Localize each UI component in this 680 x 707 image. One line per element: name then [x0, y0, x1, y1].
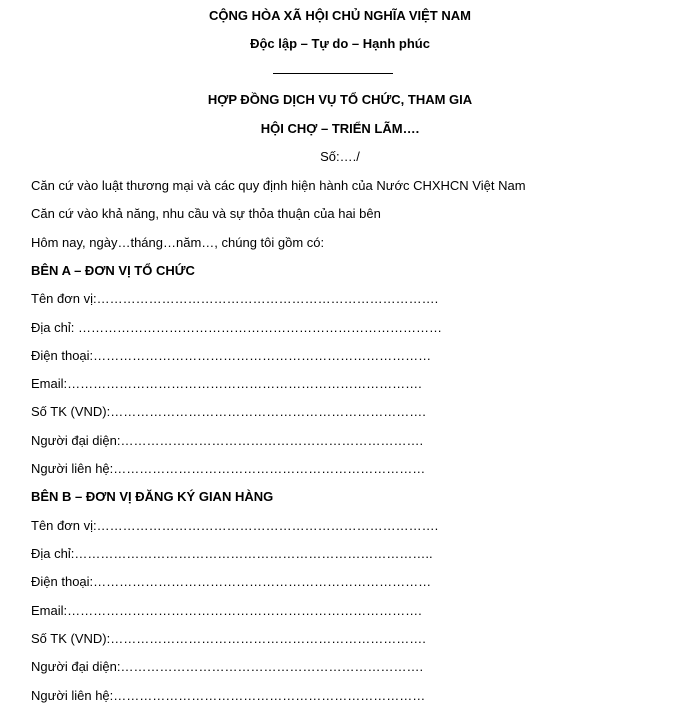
party-a-field: Tên đơn vị:…………………………………………………………………….	[31, 291, 439, 306]
party-b-field: Tên đơn vị:…………………………………………………………………….	[31, 518, 439, 533]
country-name: CỘNG HÒA XÃ HỘI CHỦ NGHĨA VIỆT NAM	[209, 8, 471, 23]
party-a-field: Người liên hệ:………………………………………………………………	[31, 461, 426, 476]
preamble-line: Căn cứ vào luật thương mại và các quy định hiện hành của Nước CHXHCN Việt Nam	[31, 178, 526, 193]
contract-title-line1: HỢP ĐỒNG DỊCH VỤ TỔ CHỨC, THAM GIA	[207, 92, 473, 107]
motto: Độc lập – Tự do – Hạnh phúc	[250, 36, 430, 51]
party-b-field: Điện thoại:……………………………………………………………………	[31, 574, 432, 589]
preamble-line: Căn cứ vào khả năng, nhu cầu và sự thỏa thuận của hai bên	[31, 206, 381, 221]
party-b-field: Email:……………………………………………………………………….	[31, 603, 422, 618]
party-b-field: Địa chỉ:………………………………………………………………………..	[31, 546, 433, 561]
party-b-heading: BÊN B – ĐƠN VỊ ĐĂNG KÝ GIAN HÀNG	[31, 489, 274, 504]
party-a-field: Điện thoại:……………………………………………………………………	[31, 348, 432, 363]
contract-title-line2: HỘI CHỢ – TRIỂN LÃM….	[260, 121, 420, 136]
party-b-field: Người đại diện:…………………………………………………………….	[31, 659, 424, 674]
party-a-field: Số TK (VND):……………………………………………………………….	[31, 404, 426, 419]
party-a-heading: BÊN A – ĐƠN VỊ TỔ CHỨC	[31, 263, 195, 278]
preamble-line: Hôm nay, ngày…tháng…năm…, chúng tôi gồm có:	[31, 235, 325, 250]
party-a-field: Địa chỉ: …………………………………………………………………………	[31, 320, 442, 335]
party-b-field: Số TK (VND):……………………………………………………………….	[31, 631, 426, 646]
party-a-field: Người đại diện:…………………………………………………………….	[31, 433, 424, 448]
party-b-field: Người liên hệ:………………………………………………………………	[31, 688, 426, 703]
header-divider	[273, 73, 393, 74]
contract-number: Số:…./	[320, 149, 360, 164]
party-a-field: Email:……………………………………………………………………….	[31, 376, 422, 391]
